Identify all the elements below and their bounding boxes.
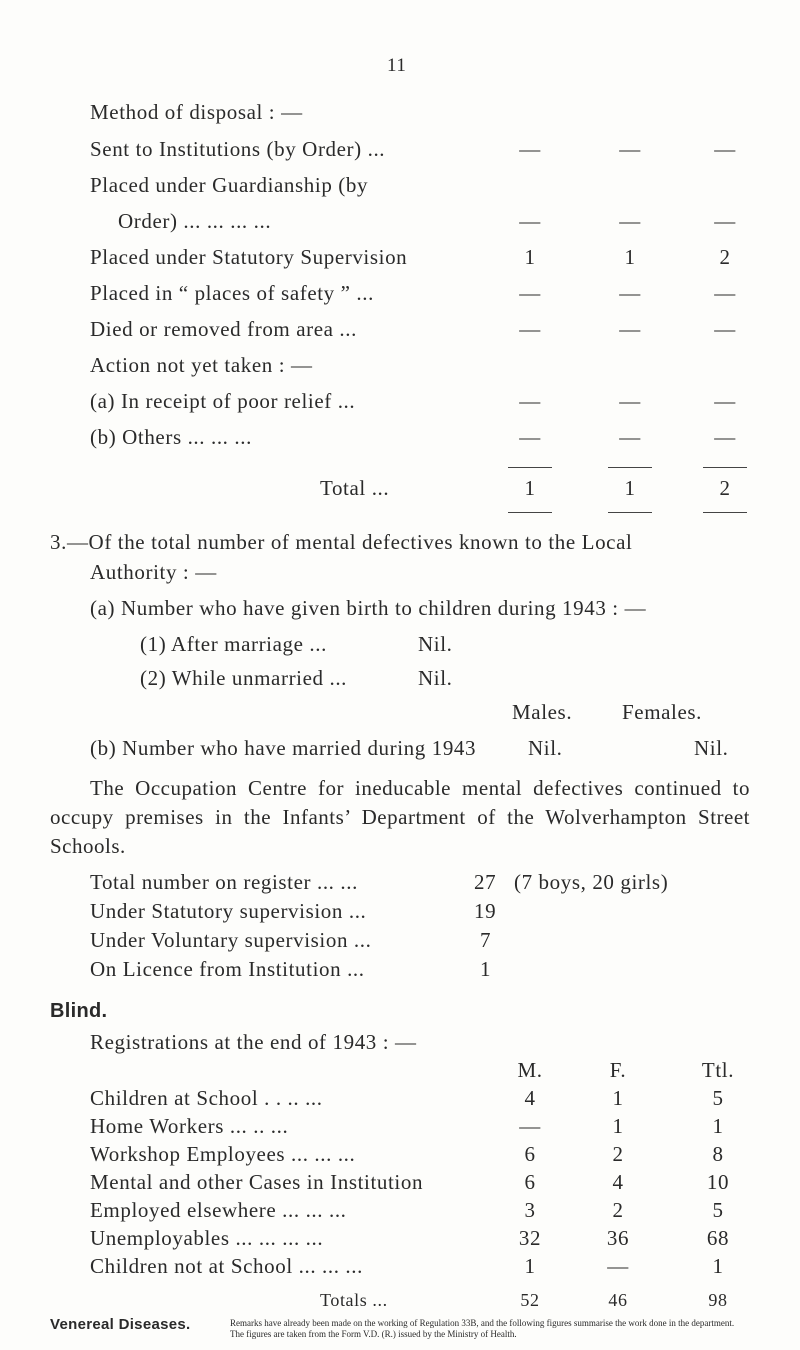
disposal-cell: 1 bbox=[624, 245, 636, 269]
venereal-paragraph: Remarks have already been made on the working of Regulation 33B, and the following figures summarise the work done in the department. The figures are taken from the Form V.D. (R.) issued by the Ministry of Health. bbox=[230, 1318, 735, 1339]
col-header-f: F. bbox=[609, 1058, 627, 1082]
disposal-row-label: Died or removed from area ... bbox=[90, 317, 357, 341]
divider bbox=[608, 467, 652, 468]
occupation-paragraph: The Occupation Centre for ineducable mental defectives continued to occupy premises in the Infants’ Department of the Wolverhampton Street Schools. bbox=[50, 776, 750, 858]
occupation-row-value: 1 bbox=[480, 957, 492, 981]
divider bbox=[703, 512, 747, 513]
disposal-total-cell: 2 bbox=[719, 476, 731, 500]
blind-cell-f: — bbox=[607, 1254, 629, 1278]
disposal-row-label: Placed under Guardianship (by bbox=[90, 173, 369, 197]
blind-row-label: Employed elsewhere ... ... ... bbox=[90, 1198, 347, 1222]
blind-cell-ttl: 5 bbox=[712, 1086, 724, 1110]
disposal-row-label: Action not yet taken : — bbox=[90, 353, 313, 377]
blind-intro: Registrations at the end of 1943 : — bbox=[90, 1030, 417, 1054]
occupation-row-value: 19 bbox=[474, 899, 497, 923]
disposal-cell: — bbox=[519, 281, 541, 305]
blind-total-ttl: 98 bbox=[708, 1290, 728, 1310]
disposal-total-cell: 1 bbox=[624, 476, 636, 500]
blind-cell-ttl: 5 bbox=[712, 1198, 724, 1222]
divider bbox=[703, 467, 747, 468]
section3-line1: 3.—Of the total number of mental defectives known to the Local bbox=[50, 530, 633, 554]
section3-a2-value: Nil. bbox=[418, 666, 453, 690]
disposal-cell: — bbox=[714, 209, 736, 233]
occupation-row-label: Total number on register ... ... bbox=[90, 870, 358, 894]
blind-cell-f: 4 bbox=[612, 1170, 624, 1194]
section3-a2-label: (2) While unmarried ... bbox=[140, 666, 348, 690]
col-header-m: M. bbox=[517, 1058, 543, 1082]
blind-cell-f: 1 bbox=[612, 1086, 624, 1110]
blind-row-label: Workshop Employees ... ... ... bbox=[90, 1142, 356, 1166]
occupation-row-label: Under Voluntary supervision ... bbox=[90, 928, 372, 952]
blind-total-m: 52 bbox=[520, 1290, 540, 1310]
blind-cell-ttl: 8 bbox=[712, 1142, 724, 1166]
blind-cell-ttl: 1 bbox=[712, 1254, 724, 1278]
disposal-cell: — bbox=[714, 137, 736, 161]
disposal-row-label: (b) Others ... ... ... bbox=[90, 425, 252, 449]
blind-row-label: Children at School . . .. ... bbox=[90, 1086, 323, 1110]
disposal-cell: — bbox=[619, 425, 641, 449]
disposal-cell: — bbox=[519, 425, 541, 449]
disposal-cell: — bbox=[519, 389, 541, 413]
occupation-row-note: (7 boys, 20 girls) bbox=[514, 870, 669, 894]
blind-cell-m: 6 bbox=[524, 1170, 536, 1194]
disposal-row-label: Sent to Institutions (by Order) ... bbox=[90, 137, 386, 161]
occupation-row-label: On Licence from Institution ... bbox=[90, 957, 365, 981]
blind-cell-m: 1 bbox=[524, 1254, 536, 1278]
disposal-cell: — bbox=[714, 389, 736, 413]
blind-row-label: Unemployables ... ... ... ... bbox=[90, 1226, 324, 1250]
disposal-cell: — bbox=[519, 209, 541, 233]
disposal-cell: — bbox=[714, 317, 736, 341]
disposal-cell: — bbox=[619, 389, 641, 413]
col-header-ttl: Ttl. bbox=[701, 1058, 735, 1082]
disposal-total-label: Total ... bbox=[320, 476, 390, 500]
males-header: Males. bbox=[512, 700, 573, 724]
divider bbox=[508, 512, 552, 513]
occupation-row-value: 7 bbox=[480, 928, 492, 952]
occupation-row-value: 27 bbox=[474, 870, 497, 894]
blind-cell-m: 3 bbox=[524, 1198, 536, 1222]
disposal-cell: — bbox=[619, 317, 641, 341]
blind-cell-f: 1 bbox=[612, 1114, 624, 1138]
occupation-row-label: Under Statutory supervision ... bbox=[90, 899, 367, 923]
blind-row-label: Mental and other Cases in Institution bbox=[90, 1170, 424, 1194]
disposal-total-cell: 1 bbox=[524, 476, 536, 500]
blind-cell-ttl: 68 bbox=[706, 1226, 730, 1250]
section3-line2: Authority : — bbox=[90, 560, 217, 584]
venereal-heading: Venereal Diseases. bbox=[50, 1316, 191, 1333]
blind-cell-m: 6 bbox=[524, 1142, 536, 1166]
blind-total-f: 46 bbox=[608, 1290, 628, 1310]
disposal-cell: — bbox=[519, 317, 541, 341]
disposal-cell: — bbox=[714, 281, 736, 305]
disposal-cell: — bbox=[619, 281, 641, 305]
blind-cell-m: 32 bbox=[518, 1226, 542, 1250]
blind-cell-m: 4 bbox=[524, 1086, 536, 1110]
blind-cell-f: 2 bbox=[612, 1198, 624, 1222]
section3-b-females: Nil. bbox=[694, 736, 729, 760]
disposal-cell: — bbox=[619, 137, 641, 161]
divider bbox=[608, 512, 652, 513]
disposal-row-label: Placed under Statutory Supervision bbox=[90, 245, 408, 269]
blind-cell-f: 36 bbox=[606, 1226, 630, 1250]
blind-cell-m: — bbox=[519, 1114, 541, 1138]
section3-b-label: (b) Number who have married during 1943 bbox=[90, 736, 477, 760]
blind-heading: Blind. bbox=[50, 1000, 108, 1022]
disposal-heading: Method of disposal : — bbox=[90, 100, 303, 124]
blind-totals-label: Totals ... bbox=[320, 1290, 388, 1310]
blind-cell-f: 2 bbox=[612, 1142, 624, 1166]
females-header: Females. bbox=[622, 700, 703, 724]
disposal-row-label: (a) In receipt of poor relief ... bbox=[90, 389, 356, 413]
disposal-cell: 1 bbox=[524, 245, 536, 269]
divider bbox=[508, 467, 552, 468]
section3-a1-label: (1) After marriage ... bbox=[140, 632, 327, 656]
disposal-row-label: Placed in “ places of safety ” ... bbox=[90, 281, 374, 305]
section3-b-males: Nil. bbox=[528, 736, 563, 760]
page-number: 11 bbox=[387, 55, 407, 76]
disposal-cell: — bbox=[619, 209, 641, 233]
disposal-cell: 2 bbox=[719, 245, 731, 269]
section3-a-heading: (a) Number who have given birth to children during 1943 : — bbox=[90, 596, 647, 620]
blind-row-label: Home Workers ... .. ... bbox=[90, 1114, 289, 1138]
section3-a1-value: Nil. bbox=[418, 632, 453, 656]
disposal-cell: — bbox=[714, 425, 736, 449]
disposal-cell: — bbox=[519, 137, 541, 161]
blind-cell-ttl: 1 bbox=[712, 1114, 724, 1138]
blind-row-label: Children not at School ... ... ... bbox=[90, 1254, 363, 1278]
disposal-row-label: Order) ... ... ... ... bbox=[118, 209, 272, 233]
blind-cell-ttl: 10 bbox=[706, 1170, 730, 1194]
